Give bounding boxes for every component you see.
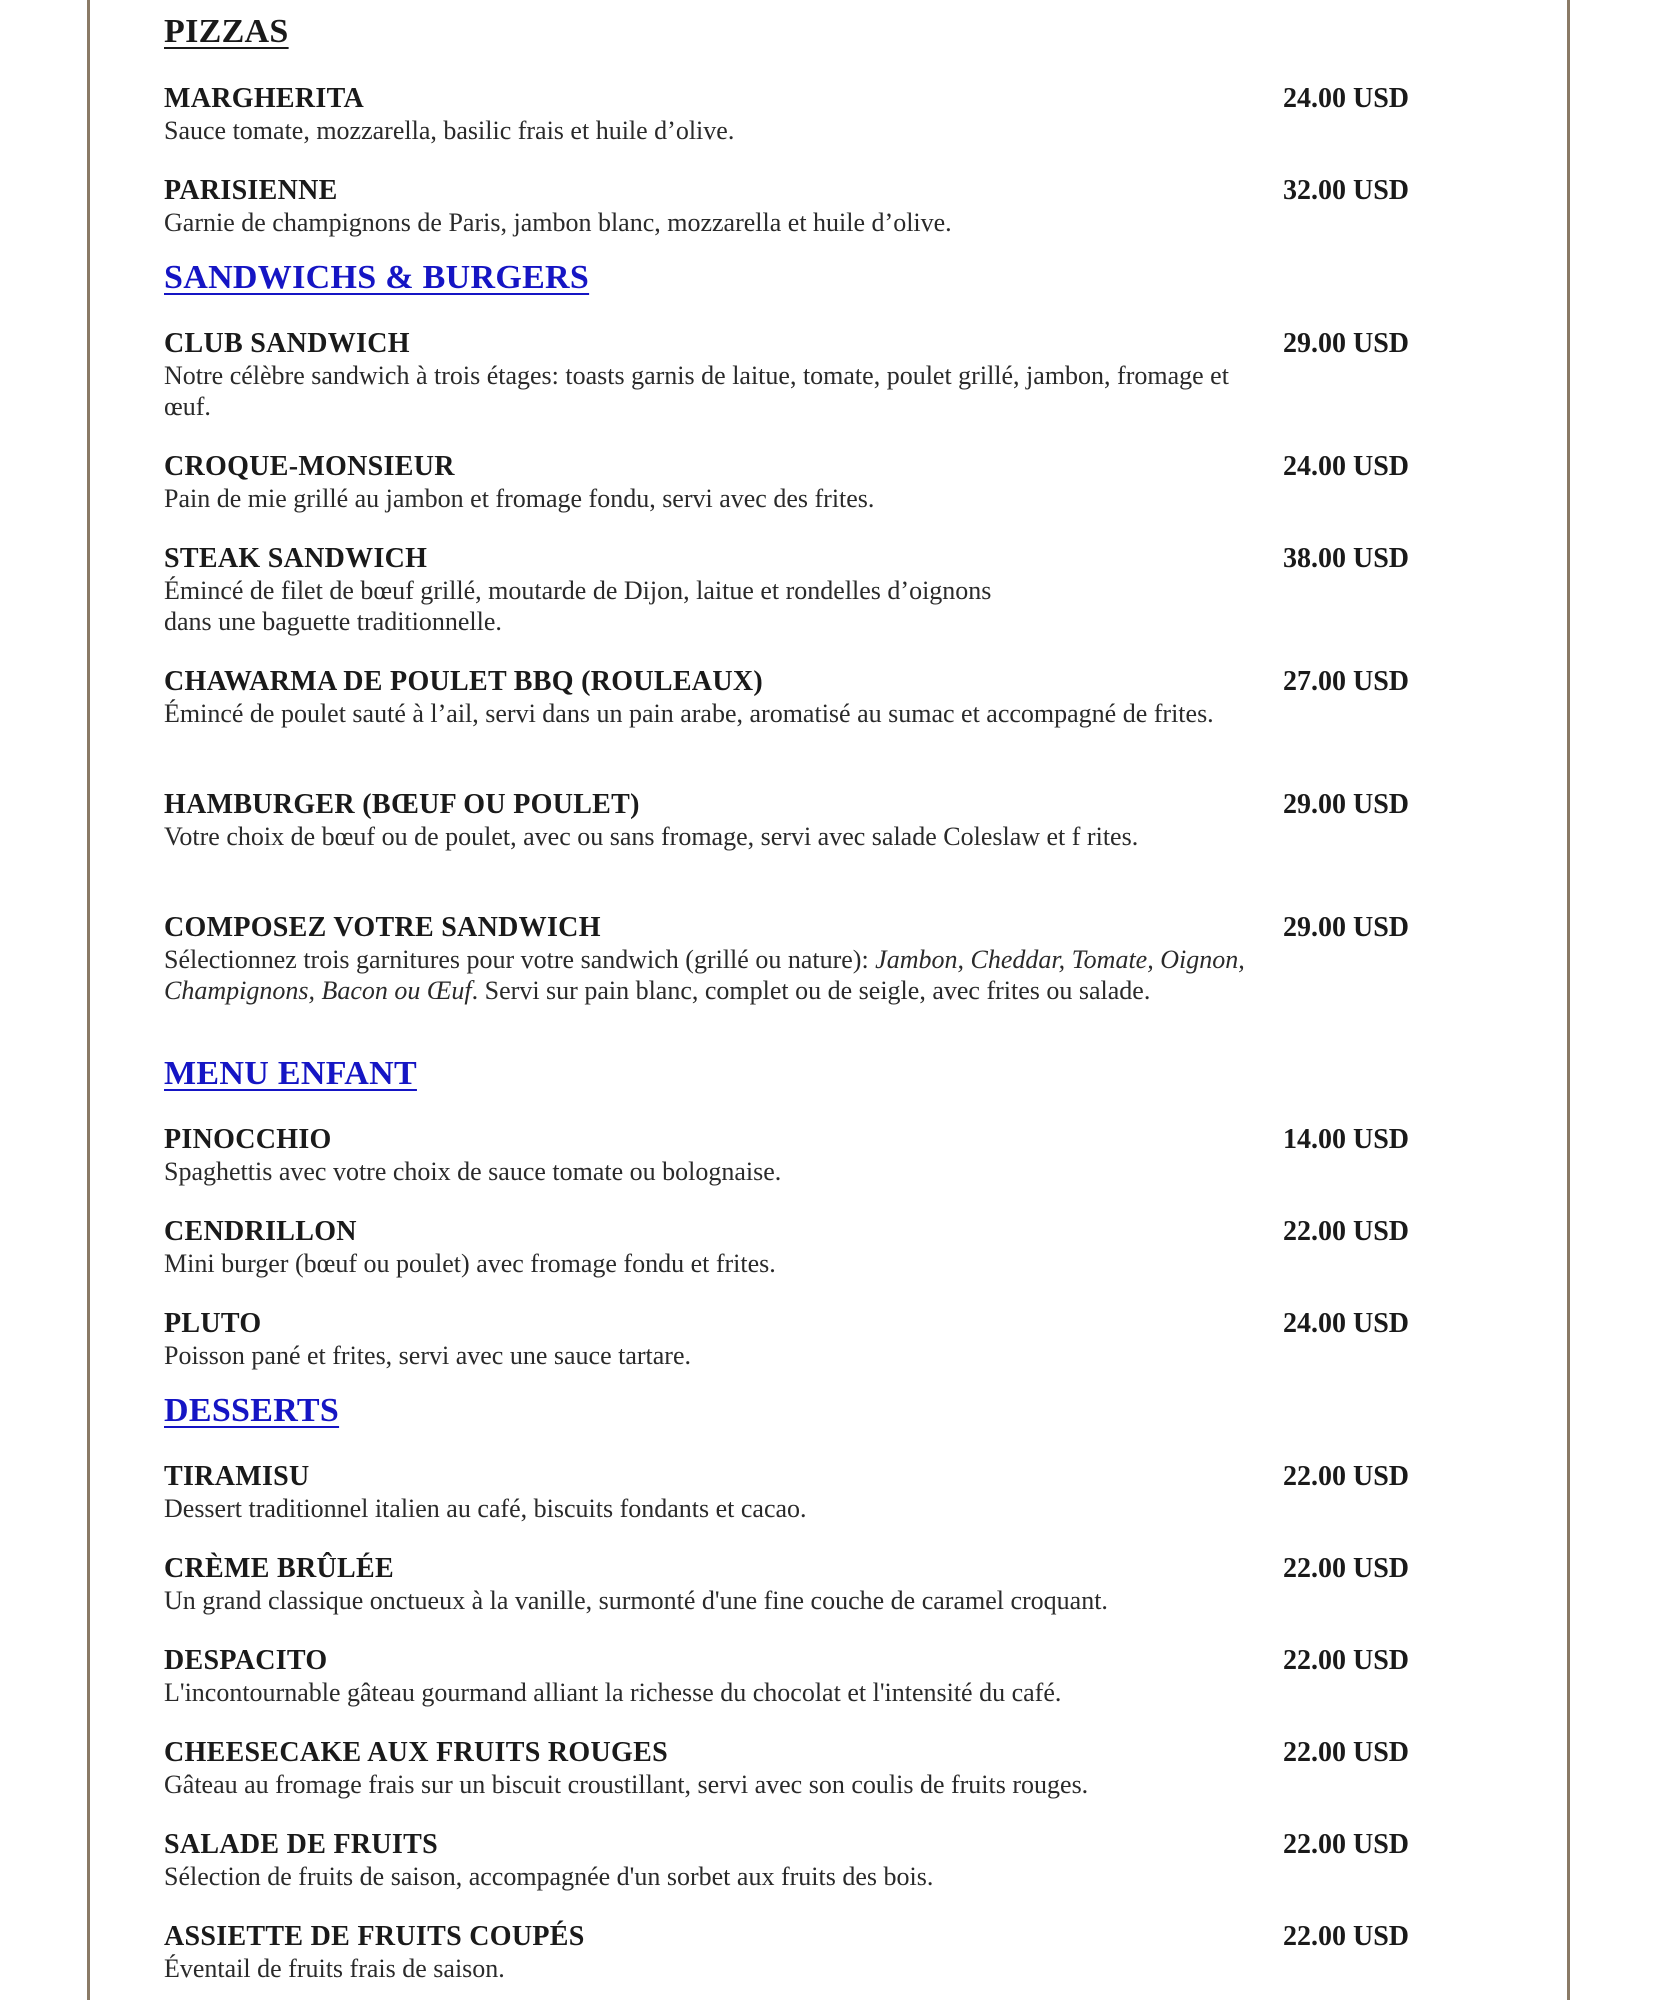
item-description	[164, 115, 1254, 146]
item-price: 29.00 USD	[1282, 789, 1409, 820]
description-text: Mini burger (bœuf ou poulet) avec fromage fondu et frites.	[164, 1249, 776, 1278]
item-description	[164, 1585, 1254, 1616]
menu-item	[164, 1308, 1409, 1371]
description-text: Dessert traditionnel italien au café, biscuits fondants et cacao.	[164, 1494, 807, 1523]
item-name: DESPACITO	[164, 1645, 328, 1676]
description-text: Un grand classique onctueux à la vanille, surmonté d'une fine couche de caramel croquant.	[164, 1586, 1108, 1615]
item-description	[164, 1953, 1254, 1984]
description-text: L'incontournable gâteau gourmand alliant la richesse du chocolat et l'intensité du café.	[164, 1678, 1062, 1707]
menu-item	[164, 1216, 1409, 1279]
item-price: 22.00 USD	[1282, 1645, 1409, 1676]
item-description	[164, 1340, 1254, 1371]
item-price: 22.00 USD	[1282, 1829, 1409, 1860]
item-name: MARGHERITA	[164, 83, 365, 114]
description-text: . Servi sur pain blanc, complet ou de seigle, avec frites ou salade.	[471, 976, 1151, 1005]
description-text: Éventail de fruits frais de saison.	[164, 1954, 505, 1983]
description-text: Poisson pané et frites, servi avec une sauce tartare.	[164, 1341, 692, 1370]
section-heading-menu-enfant[interactable]: MENU ENFANT	[164, 1055, 417, 1092]
item-name: CROQUE-MONSIEUR	[164, 451, 455, 482]
item-price: 38.00 USD	[1282, 543, 1409, 574]
item-name: TIRAMISU	[164, 1461, 310, 1492]
description-text: Sélectionnez trois garnitures pour votre sandwich (grillé ou nature):	[164, 945, 876, 974]
menu-item	[164, 912, 1409, 1006]
menu-item	[164, 1737, 1409, 1800]
item-price: 22.00 USD	[1282, 1461, 1409, 1492]
description-text: Pain de mie grillé au jambon et fromage fondu, servi avec des frites.	[164, 484, 875, 513]
item-name: HAMBURGER (BŒUF OU POULET)	[164, 789, 640, 820]
item-name: PINOCCHIO	[164, 1124, 332, 1155]
section-heading-desserts[interactable]: DESSERTS	[164, 1392, 340, 1429]
item-name: PARISIENNE	[164, 175, 338, 206]
item-price: 22.00 USD	[1282, 1737, 1409, 1768]
menu-item	[164, 543, 1409, 637]
menu-item	[164, 789, 1409, 852]
item-price: 24.00 USD	[1282, 1308, 1409, 1339]
item-description	[164, 944, 1254, 1006]
item-name: STEAK SANDWICH	[164, 543, 428, 574]
item-name: CRÈME BRÛLÉE	[164, 1553, 394, 1584]
description-text: Émincé de poulet sauté à l’ail, servi dans un pain arabe, aromatisé au sumac et accompagné de frites.	[164, 699, 1214, 728]
section-heading-pizzas: PIZZAS	[164, 13, 289, 50]
item-price: 22.00 USD	[1282, 1553, 1409, 1584]
menu-item	[164, 1829, 1409, 1892]
item-description	[164, 1248, 1254, 1279]
description-text: Sélection de fruits de saison, accompagnée d'un sorbet aux fruits des bois.	[164, 1862, 934, 1891]
menu-item	[164, 1645, 1409, 1708]
item-description	[164, 360, 1254, 422]
item-description	[164, 1769, 1254, 1800]
item-description	[164, 575, 1254, 637]
description-text: Notre célèbre sandwich à trois étages: toasts garnis de laitue, tomate, poulet grillé, jambon, fromage et œuf.	[164, 361, 1229, 421]
item-price: 24.00 USD	[1282, 451, 1409, 482]
description-text: Spaghettis avec votre choix de sauce tomate ou bolognaise.	[164, 1157, 782, 1186]
item-description	[164, 698, 1254, 729]
item-price: 14.00 USD	[1282, 1124, 1409, 1155]
item-price: 22.00 USD	[1282, 1921, 1409, 1952]
menu-item	[164, 1921, 1409, 1984]
menu-item	[164, 1124, 1409, 1187]
item-name: PLUTO	[164, 1308, 262, 1339]
item-description	[164, 821, 1254, 852]
item-name: CHAWARMA DE POULET BBQ (ROULEAUX)	[164, 666, 763, 697]
menu-item	[164, 666, 1409, 729]
description-text: Émincé de filet de bœuf grillé, moutarde de Dijon, laitue et rondelles d’oignons dans une baguette traditionnelle.	[164, 576, 992, 636]
menu-item	[164, 328, 1409, 422]
item-name: CLUB SANDWICH	[164, 328, 410, 359]
item-description	[164, 1677, 1254, 1708]
item-name: ASSIETTE DE FRUITS COUPÉS	[164, 1921, 585, 1952]
item-name: COMPOSEZ VOTRE SANDWICH	[164, 912, 601, 943]
description-text: Sauce tomate, mozzarella, basilic frais et huile d’olive.	[164, 116, 735, 145]
menu-item	[164, 1461, 1409, 1524]
item-price: 22.00 USD	[1282, 1216, 1409, 1247]
item-name: SALADE DE FRUITS	[164, 1829, 438, 1860]
description-text: Garnie de champignons de Paris, jambon blanc, mozzarella et huile d’olive.	[164, 208, 952, 237]
item-description	[164, 1493, 1254, 1524]
item-price: 24.00 USD	[1282, 83, 1409, 114]
description-italic-text: Jambon, Cheddar, Tomate, Oignon, Champignons, Bacon ou Œuf	[164, 945, 1245, 1005]
item-name: CHEESECAKE AUX FRUITS ROUGES	[164, 1737, 668, 1768]
item-price: 32.00 USD	[1282, 175, 1409, 206]
item-price: 29.00 USD	[1282, 328, 1409, 359]
menu-item	[164, 1553, 1409, 1616]
description-text: Gâteau au fromage frais sur un biscuit croustillant, servi avec son coulis de fruits rouges.	[164, 1770, 1089, 1799]
description-text: Votre choix de bœuf ou de poulet, avec ou sans fromage, servi avec salade Coleslaw et f rites.	[164, 822, 1139, 851]
item-description	[164, 483, 1254, 514]
menu-item	[164, 175, 1409, 238]
item-description	[164, 1861, 1254, 1892]
item-name: CENDRILLON	[164, 1216, 357, 1247]
item-price: 29.00 USD	[1282, 912, 1409, 943]
menu-item	[164, 451, 1409, 514]
section-heading-sandwichs-burgers[interactable]: SANDWICHS & BURGERS	[164, 259, 590, 296]
item-description	[164, 207, 1254, 238]
item-price: 27.00 USD	[1282, 666, 1409, 697]
item-description	[164, 1156, 1254, 1187]
menu-item	[164, 83, 1409, 146]
